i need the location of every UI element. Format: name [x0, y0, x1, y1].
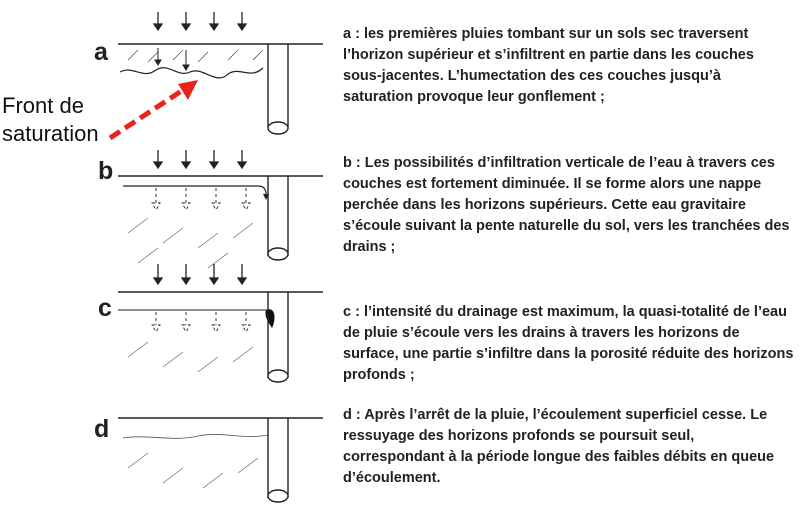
stage-label-b: b [98, 157, 114, 185]
stage-label-d: d [94, 415, 110, 443]
diagram-panel-b [118, 148, 323, 280]
diagram-panel-a [118, 10, 323, 142]
diagram-panel-c [118, 262, 323, 394]
stage-label-a: a [94, 38, 108, 66]
front-label-line2: saturation [2, 121, 99, 146]
description-d: d : Après l’arrêt de la pluie, l’écoulement superficiel cesse. Le ressuyage des horizons profonds se poursuit seul, correspondant à la période longue des faibles débits en queue d’écoulement. [343, 407, 775, 486]
description-c: c : l’intensité du drainage est maximum, la quasi-totalité de l’eau de pluie s’écoule vers les drains à travers les horizons de surface, une partie s’infiltre dans la porosité réduite des horizons profonds ; [343, 304, 794, 383]
stage-label-c: c [98, 294, 112, 322]
description-b: b : Les possibilités d’infiltration verticale de l’eau à travers ces couches est fortement diminuée. Il se forme alors une nappe perchée dans les horizons supérieurs. Cette eau gravitaire s’écoule suivant la pente naturelle du sol, vers les tranchées des drains ; [343, 155, 790, 255]
rain-arrows-a [154, 12, 246, 30]
drain-pipe-c [268, 292, 288, 382]
drain-pipe-b [268, 176, 288, 260]
drain-pipe-a [268, 44, 288, 134]
front-label-line1: Front de [2, 93, 84, 118]
drain-pipe-d [268, 418, 288, 502]
description-a: a : les premières pluies tombant sur un sols sec traversent l’horizon supérieur et s’infiltrent en partie dans les couches sous-jacentes. L’humectation des ces couches jusqu’à saturation provoque leur gonflement ; [343, 26, 754, 105]
diagram-panel-d [118, 388, 323, 520]
